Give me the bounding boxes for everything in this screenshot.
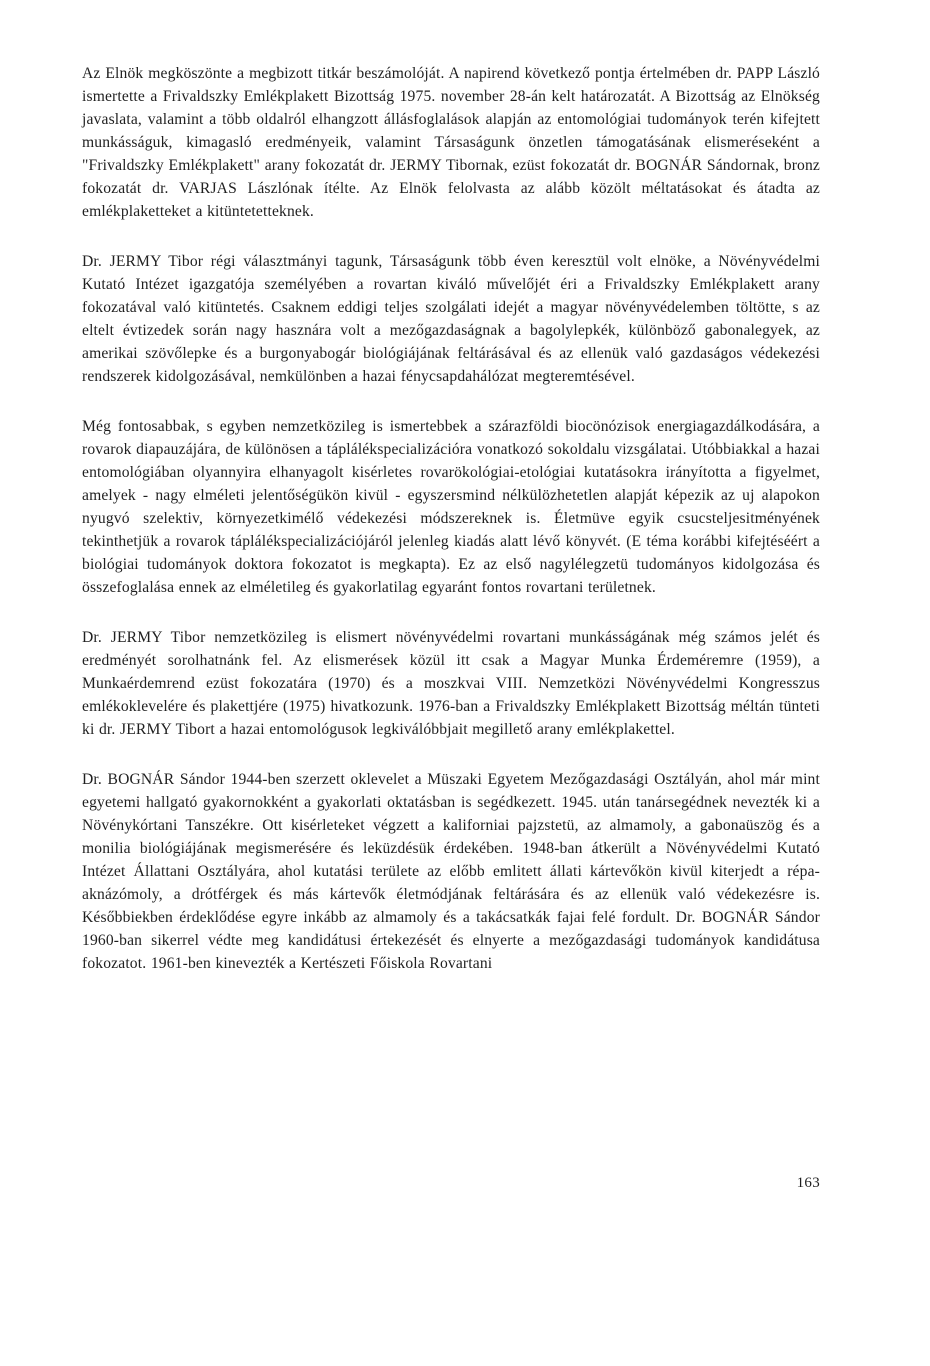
document-page	[82, 62, 820, 975]
paragraph-jermy-intro: Dr. JERMY Tibor régi választmányi tagunk, Társaságunk több éven keresztül volt elnöke, a Növényvédelmi Kutató Intézet igazgatója személyében a rovartan kiváló művelőjét éri a Frivaldszky Emlékplakett arany fokozatával való kitüntetés. Csaknem eddigi teljes szolgálati idejét a magyar növényvédelemben töltötte, s az eltelt évtizedek során nagy hasznára volt a mezőgazdaságnak a bagolylepkék, különböző gabonalegyek, az amerikai szövőlepke és a burgonyabogár biológiájának feltárásával és az ellenük való gazdaságos védekezési rendszerek kidolgozásával, nemkülönben a hazai fénycsapdahálózat megteremtésével.	[82, 253, 820, 385]
paragraph-jermy-research: Még fontosabbak, s egyben nemzetközileg is ismertebbek a szárazföldi biocönózisok energiagazdálkodására, a rovarok diapauzájára, de különösen a táplálékspecializációra vonatkozó sokoldalu vizsgálatai. Utóbbiakkal a hazai entomológiában olyannyira elhanyagolt kisérletes rovarökológiai-etológiai kutatásokra irányította a figyelmet, amelyek - nagy elméleti jelentőségükön kivül - egyszersmind nélkülözhetetlen alapját képezik az uj alapokon nyugvó szelektiv, környezetkimélő védekezési módszereknek is. Életmüve egyik csucsteljesitményének tekinthetjük a rovarok táplálékspecializációjáról jelenleg kiadás alatt lévő könyvét. (E téma korábbi kifejtéséért a biológiai tudományok doktora fokozatot is megkapta). Ez az első nagylélegzetü tudományos kidolgozása és összefoglalása ennek az elméletileg és gyakorlatilag egyaránt fontos rovartani területnek.	[82, 418, 820, 596]
page-number: 163	[796, 1175, 820, 1191]
paragraph-award-decision: Az Elnök megköszönte a megbizott titkár beszámolóját. A napirend következő pontja értelmében dr. PAPP László ismertette a Frivaldszky Emlékplakett Bizottság 1975. november 28-án kelt határozatát. A Bizottság az Elnökség javaslata, valamint a több oldalról elhangzott állásfoglalások alapján az entomológiai tudományok terén kifejtett munkásságuk, kimagasló eredményeik, valamint Társaságunk önzetlen támogatásának elismeréseként a "Frivaldszky Emlékplakett" arany fokozatát dr. JERMY Tibornak, ezüst fokozatát dr. BOGNÁR Sándornak, bronz fokozatát dr. VARJAS Lászlónak ítélte. Az Elnök felolvasta az alább közölt méltatásokat és átadta az emlékplaketteket a kitüntetetteknek.	[82, 65, 820, 220]
paragraph-jermy-honors: Dr. JERMY Tibor nemzetközileg is elismert növényvédelmi rovartani munkásságának még számos jelét és eredményét sorolhatnánk fel. Az elismerések közül itt csak a Magyar Munka Érdeméremre (1959), a Munkaérdemrend ezüst fokozatára (1970) és a moszkvai VIII. Nemzetközi Növényvédelmi Kongresszus emlékoklevelére és plakettjére (1975) hivatkozunk. 1976-ban a Frivaldszky Emlékplakett Bizottság méltán tünteti ki dr. JERMY Tibort a hazai entomológusok legkiválóbbjait megillető arany emlékplakettel.	[82, 629, 820, 738]
paragraph-bognar-career: Dr. BOGNÁR Sándor 1944-ben szerzett oklevelet a Müszaki Egyetem Mezőgazdasági Osztályán, ahol már mint egyetemi hallgató gyakornokként a gyakorlati oktatásban is segédkezett. 1945. után tanársegédnek nevezték ki a Növénykórtani Tanszékre. Ott kisérleteket végzett a kaliforniai pajzstetü, az almamoly, a gabonaüszög és a monilia biológiájának megismerésére és leküzdésük érdekében. 1948-ban átkerült a Növényvédelmi Kutató Intézet Állattani Osztályára, ahol kutatási területe az előbb emlitett állati kártevőkön kivül kiterjedt a répa-aknázómoly, a drótférgek és más kártevők életmódjának feltárására és az ellenük való védekezésre is. Későbbiekben érdeklődése egyre inkább az almamoly és a takácsatkák fajai felé fordult. Dr. BOGNÁR Sándor 1960-ban sikerrel védte meg kandidátusi értekezését és elnyerte a mezőgazdasági tudományok kandidátusa fokozatot. 1961-ben kinevezték a Kertészeti Főiskola Rovartani	[82, 771, 820, 972]
